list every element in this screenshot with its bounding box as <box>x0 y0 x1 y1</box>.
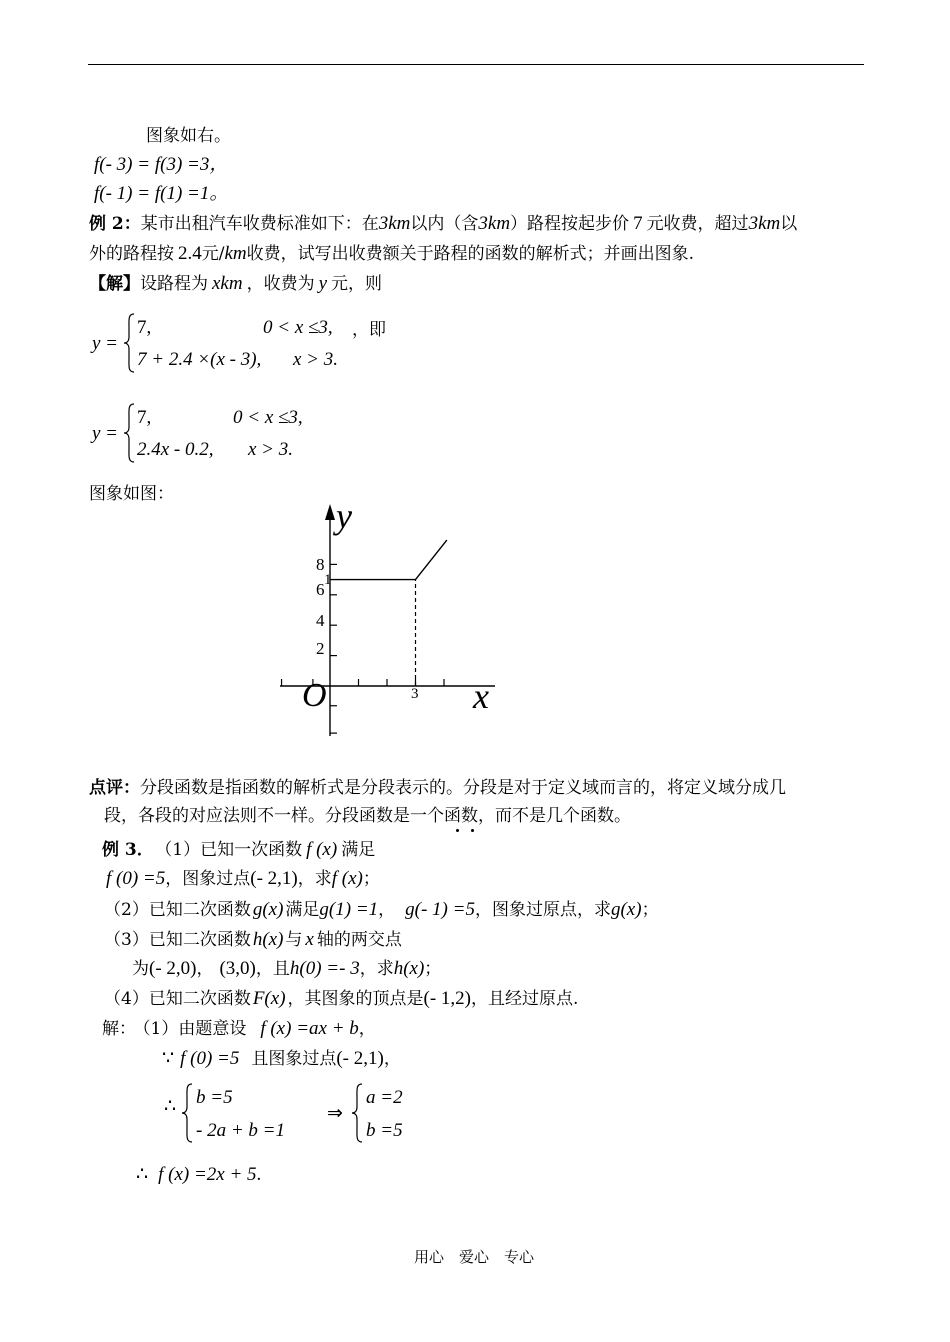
therefore-symbol: ∴ <box>164 1096 177 1117</box>
example2-text: 以 <box>780 214 798 234</box>
solution-label: 解： <box>102 1019 136 1039</box>
solution-label: 【解】 <box>89 274 140 294</box>
brace-icon <box>180 1082 196 1144</box>
header-rule <box>88 64 864 65</box>
distance-3km: 3km <box>378 213 411 234</box>
example3-text: ； <box>641 900 659 920</box>
example3-text: ； <box>362 869 380 889</box>
solution-text: ，收费为 <box>246 274 315 294</box>
solution3-line2 <box>162 1049 401 1068</box>
function-h: h(x) <box>393 958 425 979</box>
system-row1-cond: 0 < x ≤3, <box>233 407 303 428</box>
solution3-final <box>136 1165 261 1184</box>
example2-line1 <box>89 214 797 233</box>
system-row1-cond: 0 < x ≤3, <box>263 317 333 338</box>
solution-text: 且图象过点 <box>251 1049 337 1069</box>
function-f: f (x) <box>306 839 338 860</box>
comment-text: 分段函数是指函数的解析式是分段表示的。分段是对于定义域而言的，将定义域分成几 <box>140 778 786 798</box>
example2-text: 元收费，超过 <box>646 214 749 234</box>
emphasis-dot <box>471 829 474 832</box>
system-lhs: y = <box>92 423 119 444</box>
solution3-line1 <box>102 1019 376 1038</box>
system-row1-expr: 7, <box>137 317 152 338</box>
stray-label-1: 1 <box>324 572 332 588</box>
example3-text: （3）已知二次函数 <box>104 930 251 950</box>
system-row2-cond: x > 3. <box>248 439 294 460</box>
x-tick-label-3: 3 <box>411 686 419 702</box>
condition-g1: g(1) =1 <box>319 899 379 920</box>
example2-text: 收费，试写出收费额关于路程的函数的解析式；并画出图象. <box>246 244 695 264</box>
graph-caption: 图象如图： <box>89 484 174 504</box>
condition-g-neg1: g(- 1) =5 <box>405 899 475 920</box>
unit-km: km <box>224 243 247 264</box>
because-symbol: ∵ <box>162 1048 175 1069</box>
example3-part4 <box>104 989 578 1008</box>
origin-label: O <box>302 677 327 714</box>
point: (- 2,0) <box>149 958 197 979</box>
comment-label: 点评 <box>89 778 123 798</box>
brace-icon <box>350 1082 366 1144</box>
point: (- 2,1) <box>250 868 298 889</box>
emphasis-dot <box>456 829 459 832</box>
function-F: F(x) <box>252 988 286 1009</box>
example3-text: ，且 <box>255 959 290 979</box>
point: (- 2,1) <box>336 1048 384 1069</box>
solution-text: ， <box>383 1049 401 1069</box>
comment-line1 <box>89 780 786 797</box>
example2-text: 元/ <box>201 244 225 264</box>
example3-part3 <box>104 930 402 949</box>
distance-3km: 3km <box>478 213 511 234</box>
distance-3km: 3km <box>748 213 781 234</box>
example3-text: 满足 <box>285 900 320 920</box>
example3-text: 满足 <box>341 840 376 860</box>
y-tick-label-6: 6 <box>316 580 325 599</box>
solution-b: b =5 <box>366 1120 403 1141</box>
brace-icon <box>122 312 138 374</box>
solution-a: a =2 <box>366 1087 403 1108</box>
example3-part2 <box>104 900 659 919</box>
solution-text: （1）由题意设 <box>142 1019 247 1039</box>
comment-colon: ： <box>123 778 140 798</box>
y-tick-label-4: 4 <box>316 611 325 630</box>
solution-text: 设路程为 <box>140 274 208 294</box>
example3-text: ，其图象的顶点是 <box>287 989 424 1009</box>
example2-label: 例 2： <box>89 214 141 234</box>
example2-text: 外的路程按 <box>89 244 174 264</box>
function-f: f (x) <box>331 868 363 889</box>
variable-y: y <box>318 273 328 294</box>
rate-value: 2.4 <box>178 243 202 264</box>
function-g: g(x) <box>252 899 284 920</box>
equation-f-neg3: f(- 3) = f(3) =3， <box>94 154 229 175</box>
y-axis-arrow-icon <box>325 504 335 520</box>
example3-text: ，图象过点 <box>165 869 251 889</box>
point: (3,0) <box>219 958 256 979</box>
condition-f0: f (0) =5 <box>106 868 166 889</box>
example3-text: （2）已知二次函数 <box>104 900 251 920</box>
final-period: . <box>256 1164 262 1185</box>
function-g: g(x) <box>610 899 642 920</box>
example3-text: 轴的两交点 <box>316 930 402 950</box>
final-equation: f (x) =2x + 5 <box>158 1164 257 1185</box>
example2-text: ）路程按起步价 <box>510 214 630 234</box>
solution-text: ， <box>358 1019 376 1039</box>
brace-icon <box>122 402 138 464</box>
y-tick-label-2: 2 <box>316 639 325 658</box>
system-row2-expr: 2.4x - 0.2, <box>137 439 214 460</box>
y-axis-label: y <box>336 496 352 536</box>
condition-f0: f (0) =5 <box>180 1048 240 1069</box>
variable-x: x <box>305 929 314 950</box>
image-caption: 图象如右。 <box>146 126 231 146</box>
y-tick-label-8: 8 <box>316 555 325 574</box>
example3-text: （4）已知二次函数 <box>104 989 251 1009</box>
solution2-line <box>89 274 382 293</box>
system-row1-expr: 7, <box>137 407 152 428</box>
example3-text: ，求 <box>297 869 332 889</box>
example3-text: ， <box>196 959 214 979</box>
therefore-symbol: ∴ <box>136 1164 149 1185</box>
implies-symbol: ⇒ <box>327 1103 343 1124</box>
comment-text: 段，各段的对应法则不一样。分段函数是一个函数，而不是几个函数。 <box>104 806 631 826</box>
system-row1: b =5 <box>196 1087 233 1108</box>
piecewise-graph <box>270 496 510 746</box>
system-row2: - 2a + b =1 <box>196 1120 285 1141</box>
example2-text: 某市出租汽车收费标准如下：在 <box>140 214 379 234</box>
footer-text: 用心 爱心 专心 <box>414 1248 535 1266</box>
x-axis-label: x <box>473 676 489 716</box>
example3-text: 为 <box>132 959 149 979</box>
solution-text: 元，则 <box>331 274 383 294</box>
example2-text: 以内（含 <box>410 214 479 234</box>
linear-form-equation: f (x) =ax + b <box>260 1018 359 1039</box>
condition-h0: h(0) =- 3 <box>289 958 360 979</box>
example3-label: 例 3． <box>102 840 154 860</box>
example3-part3-line2 <box>132 959 441 978</box>
function-h: h(x) <box>252 929 284 950</box>
start-price: 7 <box>633 213 643 234</box>
example3-text: 与 <box>285 930 303 950</box>
example2-line2 <box>89 244 694 263</box>
vertex-point: (- 1,2) <box>423 988 472 1009</box>
example3-line1 <box>102 840 375 859</box>
system-row2-expr: 7 + 2.4 ×(x - 3), <box>137 349 262 370</box>
series-line-y <box>330 540 447 580</box>
equation-f-neg1: f(- 1) = f(1) =1。 <box>94 183 229 204</box>
example3-text: （1）已知一次函数 <box>163 840 303 860</box>
system-connector: ，即 <box>352 320 386 340</box>
example3-text: ，且经过原点. <box>471 989 579 1009</box>
example3-text: ； <box>424 959 442 979</box>
example3-text: ，求 <box>359 959 394 979</box>
system-lhs: y = <box>92 333 119 354</box>
example3-text: ， <box>378 900 396 920</box>
variable-x: xkm <box>212 273 243 294</box>
system-row2-cond: x > 3. <box>293 349 339 370</box>
example3-line2 <box>106 869 380 888</box>
example3-text: ，图象过原点，求 <box>474 900 611 920</box>
